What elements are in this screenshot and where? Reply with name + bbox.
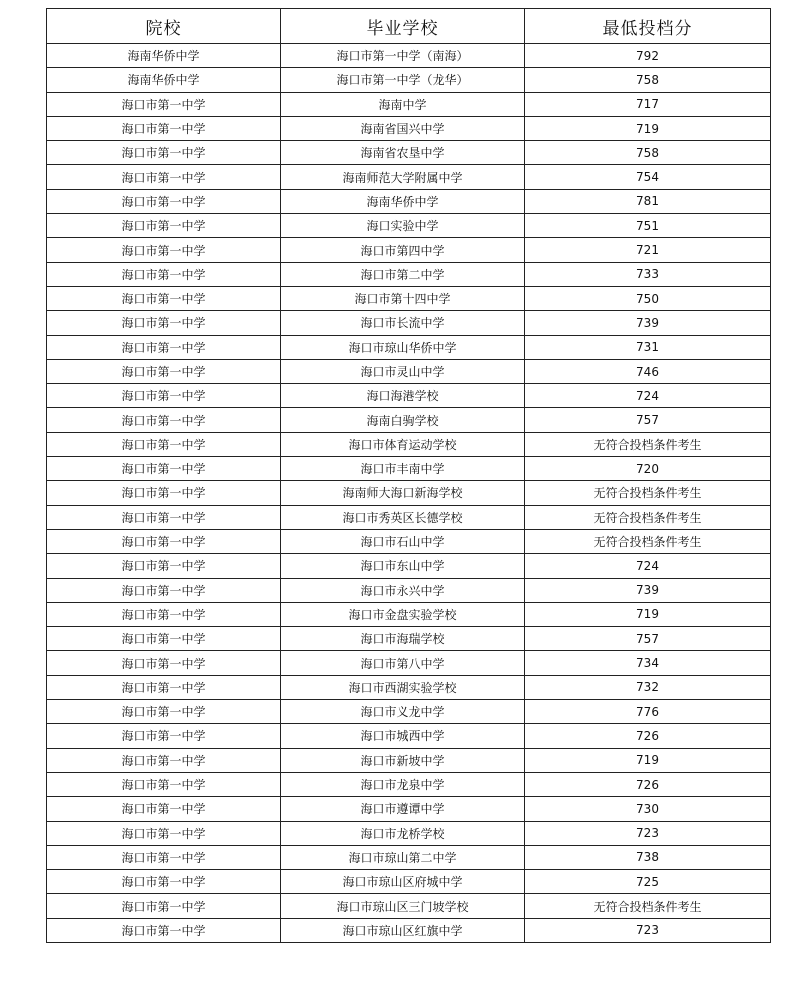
institution-cell: 海口市第一中学 [47, 602, 281, 626]
min-score-cell: 758 [525, 68, 771, 92]
min-score-cell: 无符合投档条件考生 [525, 894, 771, 918]
min-score-cell: 726 [525, 724, 771, 748]
graduation-school-cell: 海口市龙桥学校 [281, 821, 525, 845]
graduation-school-cell: 海口市第八中学 [281, 651, 525, 675]
header-graduation-school: 毕业学校 [281, 9, 525, 44]
table-row [47, 432, 771, 456]
graduation-school-cell: 海口市义龙中学 [281, 700, 525, 724]
min-score-cell: 757 [525, 408, 771, 432]
graduation-school-cell: 海口市琼山第二中学 [281, 845, 525, 869]
table-header-row [47, 9, 771, 44]
min-score-cell: 无符合投档条件考生 [525, 481, 771, 505]
graduation-school-cell: 海南中学 [281, 92, 525, 116]
graduation-school-cell: 海口市石山中学 [281, 529, 525, 553]
min-score-cell: 776 [525, 700, 771, 724]
graduation-school-cell: 海口市第十四中学 [281, 286, 525, 310]
table-row [47, 797, 771, 821]
table-row [47, 68, 771, 92]
graduation-school-cell: 海口市第一中学（龙华） [281, 68, 525, 92]
table-row [47, 505, 771, 529]
graduation-school-cell: 海南白驹学校 [281, 408, 525, 432]
min-score-cell: 725 [525, 870, 771, 894]
institution-cell: 海口市第一中学 [47, 748, 281, 772]
graduation-school-cell: 海口市第四中学 [281, 238, 525, 262]
min-score-cell: 758 [525, 141, 771, 165]
table-row [47, 116, 771, 140]
table-row [47, 724, 771, 748]
min-score-cell: 723 [525, 918, 771, 942]
admission-score-table [46, 8, 771, 943]
table-row [47, 335, 771, 359]
table-row [47, 821, 771, 845]
min-score-cell: 717 [525, 92, 771, 116]
institution-cell: 海口市第一中学 [47, 286, 281, 310]
institution-cell: 海口市第一中学 [47, 918, 281, 942]
table-row [47, 554, 771, 578]
institution-cell: 海口市第一中学 [47, 92, 281, 116]
institution-cell: 海口市第一中学 [47, 554, 281, 578]
graduation-school-cell: 海口市遵谭中学 [281, 797, 525, 821]
institution-cell: 海口市第一中学 [47, 189, 281, 213]
graduation-school-cell: 海口市灵山中学 [281, 359, 525, 383]
min-score-cell: 739 [525, 311, 771, 335]
min-score-cell: 733 [525, 262, 771, 286]
graduation-school-cell: 海南省国兴中学 [281, 116, 525, 140]
min-score-cell: 721 [525, 238, 771, 262]
graduation-school-cell: 海南省农垦中学 [281, 141, 525, 165]
institution-cell: 海口市第一中学 [47, 432, 281, 456]
institution-cell: 海口市第一中学 [47, 870, 281, 894]
graduation-school-cell: 海口海港学校 [281, 384, 525, 408]
table-row [47, 602, 771, 626]
table-row [47, 627, 771, 651]
graduation-school-cell: 海口市东山中学 [281, 554, 525, 578]
min-score-cell: 726 [525, 772, 771, 796]
table-row [47, 286, 771, 310]
graduation-school-cell: 海口市秀英区长德学校 [281, 505, 525, 529]
table-row [47, 457, 771, 481]
table-row [47, 92, 771, 116]
institution-cell: 海口市第一中学 [47, 821, 281, 845]
table-row [47, 651, 771, 675]
institution-cell: 海口市第一中学 [47, 797, 281, 821]
table-row [47, 578, 771, 602]
table-row [47, 189, 771, 213]
min-score-cell: 739 [525, 578, 771, 602]
institution-cell: 海口市第一中学 [47, 311, 281, 335]
table-row [47, 894, 771, 918]
header-institution: 院校 [47, 9, 281, 44]
table-body [47, 44, 771, 943]
graduation-school-cell: 海口市琼山华侨中学 [281, 335, 525, 359]
graduation-school-cell: 海口市龙泉中学 [281, 772, 525, 796]
min-score-cell: 757 [525, 627, 771, 651]
graduation-school-cell: 海口市第一中学（南海） [281, 44, 525, 68]
graduation-school-cell: 海口实验中学 [281, 214, 525, 238]
institution-cell: 海口市第一中学 [47, 627, 281, 651]
table-row [47, 384, 771, 408]
institution-cell: 海南华侨中学 [47, 68, 281, 92]
institution-cell: 海口市第一中学 [47, 262, 281, 286]
table-row [47, 529, 771, 553]
table-row [47, 359, 771, 383]
table-row [47, 408, 771, 432]
institution-cell: 海口市第一中学 [47, 529, 281, 553]
min-score-cell: 720 [525, 457, 771, 481]
institution-cell: 海口市第一中学 [47, 894, 281, 918]
min-score-cell: 724 [525, 384, 771, 408]
institution-cell: 海口市第一中学 [47, 165, 281, 189]
graduation-school-cell: 海口市永兴中学 [281, 578, 525, 602]
table-row [47, 44, 771, 68]
table-row [47, 165, 771, 189]
institution-cell: 海口市第一中学 [47, 359, 281, 383]
graduation-school-cell: 海南师大海口新海学校 [281, 481, 525, 505]
min-score-cell: 723 [525, 821, 771, 845]
graduation-school-cell: 海口市长流中学 [281, 311, 525, 335]
institution-cell: 海口市第一中学 [47, 724, 281, 748]
table-row [47, 772, 771, 796]
min-score-cell: 746 [525, 359, 771, 383]
graduation-school-cell: 海口市海瑞学校 [281, 627, 525, 651]
table-row [47, 141, 771, 165]
min-score-cell: 无符合投档条件考生 [525, 432, 771, 456]
institution-cell: 海口市第一中学 [47, 214, 281, 238]
min-score-cell: 750 [525, 286, 771, 310]
institution-cell: 海口市第一中学 [47, 772, 281, 796]
table-row [47, 845, 771, 869]
table-row [47, 870, 771, 894]
graduation-school-cell: 海口市金盘实验学校 [281, 602, 525, 626]
graduation-school-cell: 海口市城西中学 [281, 724, 525, 748]
table-row [47, 214, 771, 238]
table-row [47, 748, 771, 772]
table-row [47, 918, 771, 942]
min-score-cell: 731 [525, 335, 771, 359]
institution-cell: 海口市第一中学 [47, 335, 281, 359]
institution-cell: 海口市第一中学 [47, 651, 281, 675]
min-score-cell: 719 [525, 602, 771, 626]
table-row [47, 311, 771, 335]
min-score-cell: 730 [525, 797, 771, 821]
table-row [47, 675, 771, 699]
min-score-cell: 无符合投档条件考生 [525, 505, 771, 529]
min-score-cell: 719 [525, 116, 771, 140]
institution-cell: 海口市第一中学 [47, 408, 281, 432]
institution-cell: 海口市第一中学 [47, 238, 281, 262]
graduation-school-cell: 海口市第二中学 [281, 262, 525, 286]
institution-cell: 海口市第一中学 [47, 141, 281, 165]
institution-cell: 海口市第一中学 [47, 116, 281, 140]
institution-cell: 海口市第一中学 [47, 481, 281, 505]
min-score-cell: 751 [525, 214, 771, 238]
table-row [47, 238, 771, 262]
graduation-school-cell: 海口市琼山区三门坡学校 [281, 894, 525, 918]
table-row [47, 262, 771, 286]
institution-cell: 海口市第一中学 [47, 505, 281, 529]
graduation-school-cell: 海南华侨中学 [281, 189, 525, 213]
min-score-cell: 792 [525, 44, 771, 68]
graduation-school-cell: 海口市琼山区府城中学 [281, 870, 525, 894]
min-score-cell: 781 [525, 189, 771, 213]
min-score-cell: 754 [525, 165, 771, 189]
graduation-school-cell: 海口市新坡中学 [281, 748, 525, 772]
institution-cell: 海口市第一中学 [47, 384, 281, 408]
institution-cell: 海口市第一中学 [47, 578, 281, 602]
min-score-cell: 724 [525, 554, 771, 578]
table-row [47, 700, 771, 724]
institution-cell: 海口市第一中学 [47, 457, 281, 481]
min-score-cell: 738 [525, 845, 771, 869]
min-score-cell: 734 [525, 651, 771, 675]
graduation-school-cell: 海南师范大学附属中学 [281, 165, 525, 189]
institution-cell: 海南华侨中学 [47, 44, 281, 68]
institution-cell: 海口市第一中学 [47, 700, 281, 724]
graduation-school-cell: 海口市体育运动学校 [281, 432, 525, 456]
min-score-cell: 无符合投档条件考生 [525, 529, 771, 553]
min-score-cell: 719 [525, 748, 771, 772]
min-score-cell: 732 [525, 675, 771, 699]
institution-cell: 海口市第一中学 [47, 845, 281, 869]
table-row [47, 481, 771, 505]
institution-cell: 海口市第一中学 [47, 675, 281, 699]
graduation-school-cell: 海口市丰南中学 [281, 457, 525, 481]
graduation-school-cell: 海口市西湖实验学校 [281, 675, 525, 699]
header-min-score: 最低投档分 [525, 9, 771, 44]
graduation-school-cell: 海口市琼山区红旗中学 [281, 918, 525, 942]
